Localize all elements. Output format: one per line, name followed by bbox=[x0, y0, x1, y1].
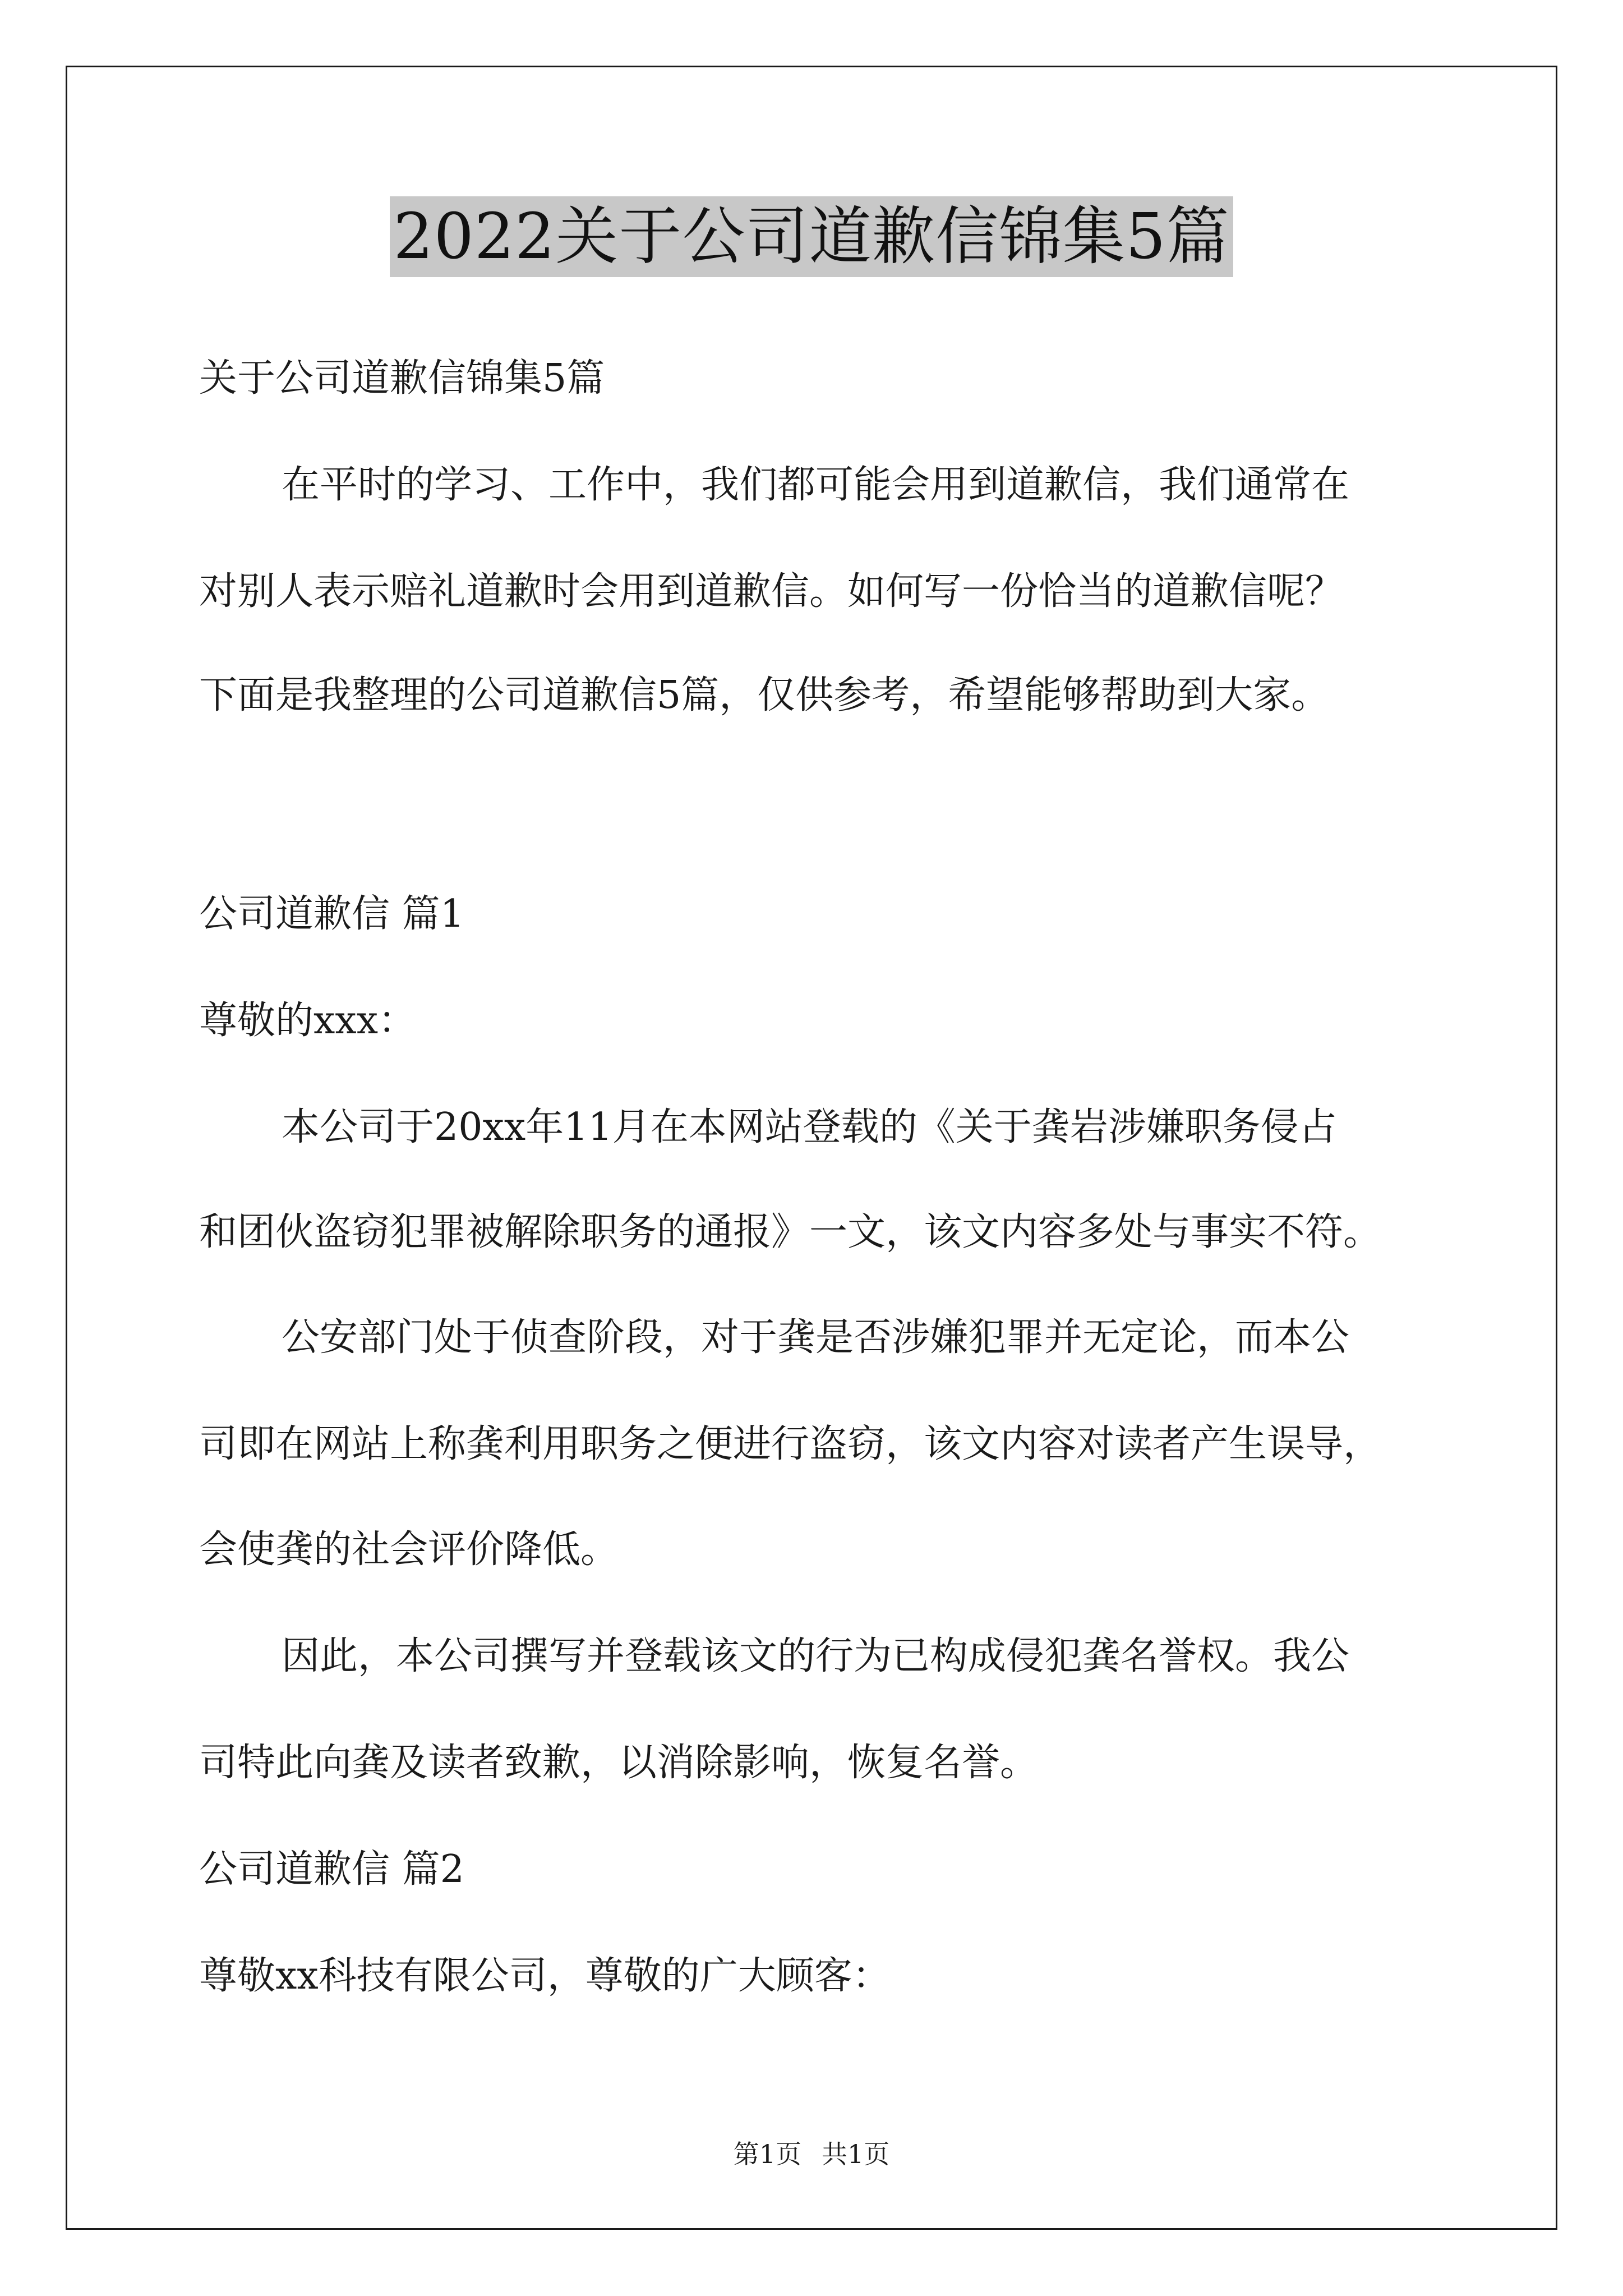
page-number-current: 第1页 bbox=[733, 2139, 801, 2169]
body-line-1: 本公司于20xx年11月在本网站登载的《关于龚岩涉嫌职务侵占 bbox=[282, 1105, 1337, 1149]
intro-line-2: 对别人表示赔礼道歉时会用到道歉信。如何写一份恰当的道歉信呢？ bbox=[199, 569, 1344, 614]
body-line-3: 公安部门处于侦查阶段，对于龚是否涉嫌犯罪并无定论，而本公 bbox=[282, 1315, 1350, 1360]
body-line-6: 因此，本公司撰写并登载该文的行为已构成侵犯龚名誉权。我公 bbox=[282, 1634, 1350, 1678]
subtitle-line: 关于公司道歉信锦集5篇 bbox=[199, 356, 605, 401]
body-line-7: 司特此向龚及读者致歉，以消除影响，恢复名誉。 bbox=[199, 1741, 1039, 1785]
page-footer bbox=[0, 2137, 1623, 2171]
body-line-2: 和团伙盗窃犯罪被解除职务的通报》一文，该文内容多处与事实不符。 bbox=[199, 1210, 1382, 1254]
salutation-2: 尊敬xx科技有限公司，尊敬的广大顾客： bbox=[199, 1954, 891, 1998]
salutation-1: 尊敬的xxx： bbox=[199, 999, 417, 1043]
title-container bbox=[0, 196, 1623, 277]
intro-line-1: 在平时的学习、工作中，我们都可能会用到道歉信，我们通常在 bbox=[282, 463, 1350, 507]
document-title: 2022关于公司道歉信锦集5篇 bbox=[390, 196, 1233, 277]
body-line-4: 司即在网站上称龚利用职务之便进行盗窃，该文内容对读者产生误导， bbox=[199, 1422, 1382, 1466]
section-heading-2: 公司道歉信 篇2 bbox=[199, 1847, 464, 1892]
page-number-total: 共1页 bbox=[822, 2139, 890, 2169]
intro-line-3: 下面是我整理的公司道歉信5篇，仅供参考，希望能够帮助到大家。 bbox=[199, 673, 1330, 717]
body-line-5: 会使龚的社会评价降低。 bbox=[199, 1527, 619, 1572]
section-heading-1: 公司道歉信 篇1 bbox=[199, 892, 464, 936]
